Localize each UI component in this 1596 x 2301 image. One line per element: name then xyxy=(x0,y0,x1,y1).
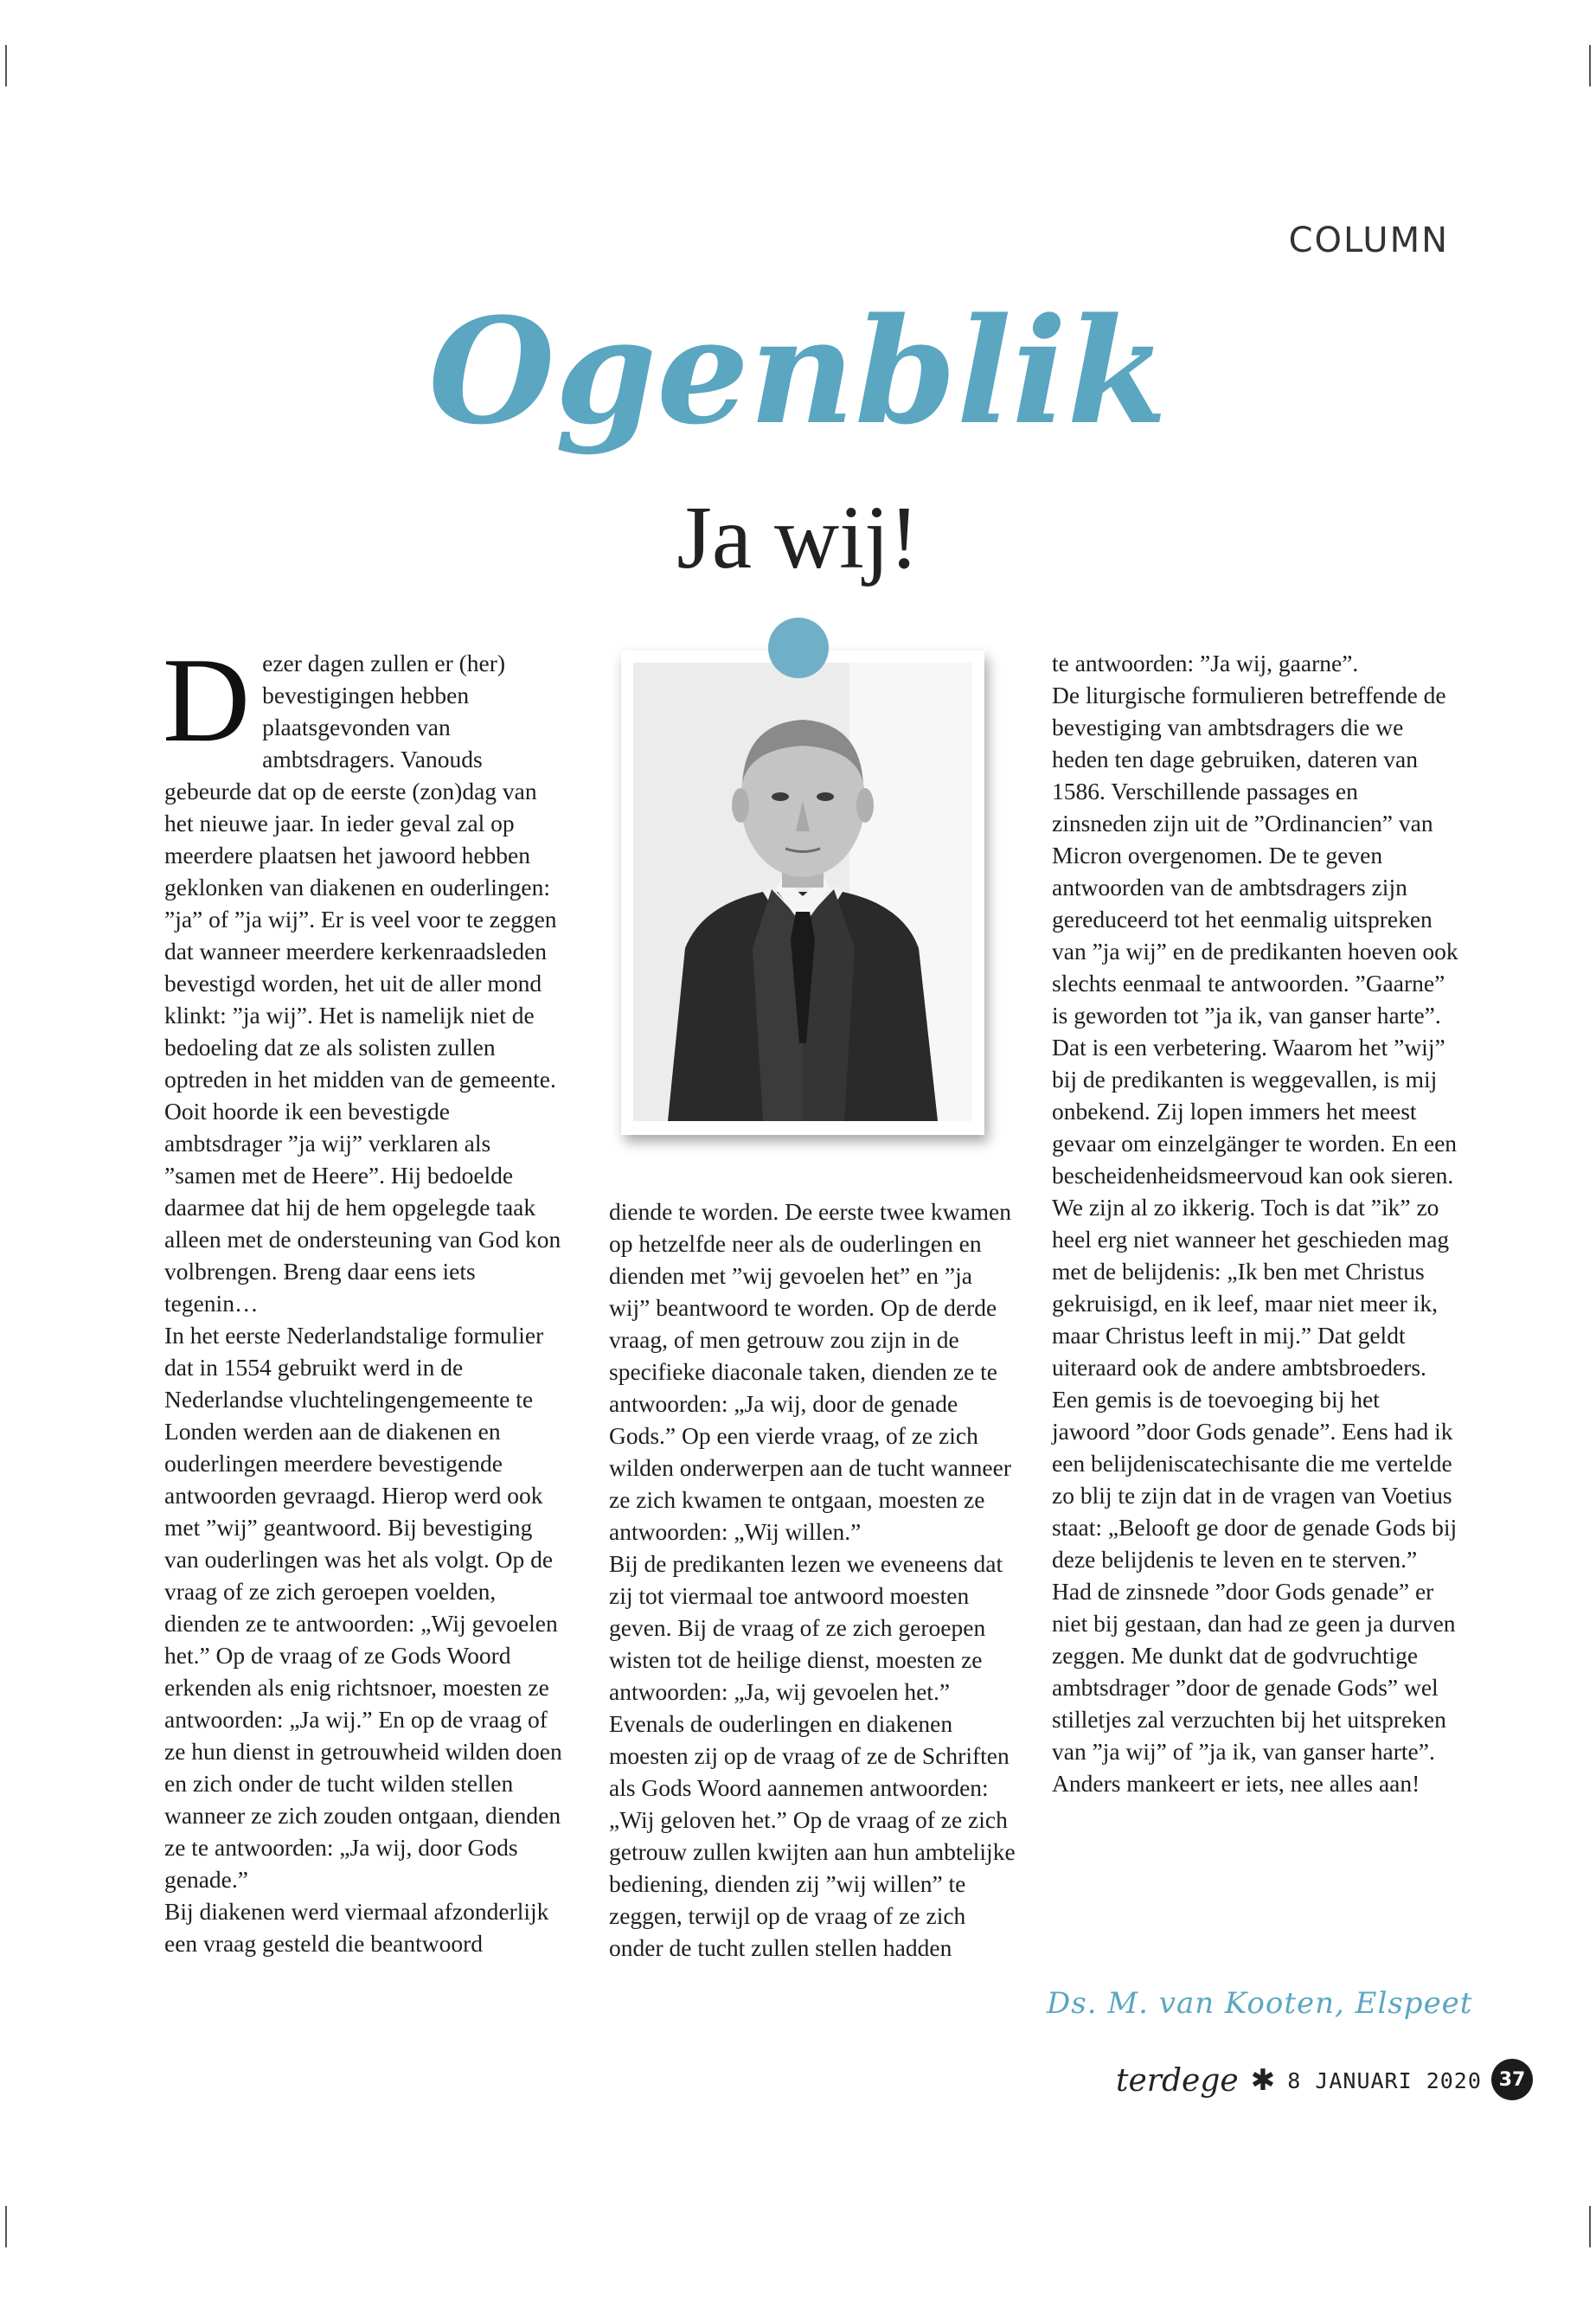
article-column-1 xyxy=(163,633,562,1959)
portrait-illustration xyxy=(633,663,972,1121)
pin-dot-icon xyxy=(768,618,829,678)
author-signature: Ds. M. van Kooten, Elspeet xyxy=(1047,1986,1473,2021)
paragraph: Dezer dagen zullen er (her) bevestigingen hebben plaatsgevonden van ambtsdragers. Vanouds gebeurde dat op de eerste (zon)dag van het nieuwe jaar. In ieder geval zal op meerdere plaatsen het jawoord hebben geklonken van diakenen en ouderlingen: ”ja” of ”ja wij”. Er is veel voor te zeggen dat wanneer meerdere kerkenraadsleden bevestigd worden, het uit de aller mond klinkt: ”ja wij”. Het is namelijk niet de bedoeling dat ze als solisten zullen optreden in het midden van de gemeente. xyxy=(163,633,557,1093)
drop-cap: D xyxy=(163,633,251,767)
paragraph: Bij diakenen werd viermaal afzonderlijk een vraag gesteld die beantwoord xyxy=(164,1898,549,1957)
asterisk-icon: ✱ xyxy=(1250,2063,1276,2098)
crop-mark-bottom-right xyxy=(1589,2206,1591,2247)
crop-mark-top-right xyxy=(1589,45,1591,87)
article-column-2 xyxy=(609,1195,1016,1964)
page-number: 37 xyxy=(1491,2059,1533,2100)
paragraph: Ooit hoorde ik een bevestigde ambtsdrager ”ja wij” verklaren als ”samen met de Heere”. Hij bedoelde daarmee dat hij de hem opgelegde taak alleen met de ondersteuning van God kon volbrengen. Breng daar eens iets tegenin… xyxy=(164,1098,561,1317)
paragraph: In het eerste Nederlandstalige formulier dat in 1554 gebruikt werd in de Nederlandse vluchtelingengemeente te Londen werden aan de diakenen en ouderlingen meerdere bevestigende antwoorden gevraagd. Hierop werd ook met ”wij” geantwoord. Bij bevestiging van ouderlingen was het als volgt. Op de vraag of ze zich geroepen voelden, dienden ze te antwoorden: „Wij gevoelen het.” Op de vraag of ze Gods Woord erkenden als enig richtsnoer, moesten ze antwoorden: „Ja wij.” En op de vraag of ze hun dienst in getrouwheid wilden doen en zich onder de tucht wilden stellen wanneer ze zich zouden ontgaan, dienden ze te antwoorden: „Ja wij, door Gods genade.” xyxy=(164,1322,562,1893)
magazine-name: terdege xyxy=(1116,2062,1239,2099)
crop-mark-top-left xyxy=(5,45,7,87)
paragraph: De liturgische formulieren betreffende de bevestiging van ambtsdragers die we heden ten dage gebruiken, dateren van 1586. Verschillende passages en zinsneden zijn uit de ”Ordinancien” van Micron overgenomen. De te geven antwoorden van de ambtsdragers zijn gereduceerd tot het eenmalig uitspreken van ”ja wij” en de predikanten hoeven ook slechts eenmaal te antwoorden. ”Gaarne” is geworden tot ”ja ik, van ganser harte”. Dat is een verbetering. Waarom het ”wij” bij de predikanten is weggevallen, is mij onbekend. Zij lopen immers het meest gevaar om einzelgänger te worden. En een bescheidenheidsmeervoud kan ook sieren. We zijn al zo ikkerig. Toch is dat ”ik” zo heel erg niet wanneer het geschieden mag met de belijdenis: „Ik ben met Christus gekruisigd, en ik leef, maar niet meer ik, maar Christus leeft in mij.” Dat geldt uiteraard ook de andere ambtsbroeders. Een gemis is de toevoeging bij het jawoord ”door Gods genade”. Eens had ik een belijdeniscatechisante die me vertelde zo blij te zijn dat in de vragen van Voetius staat: „Belooft ge door de genade Gods bij deze belijdenis te leven en te sterven.” Had de zinsnede ”door Gods genade” er niet bij gestaan, dan had ze geen ja durven zeggen. Me dunkt dat de godvruchtige ambtsdrager ”door de genade Gods” wel stilletjes zal verzuchten bij het uitspreken van ”ja wij” of ”ja ik, van ganser harte”. Anders mankeert er iets, nee alles aan! xyxy=(1052,682,1458,1797)
page-footer xyxy=(1116,2061,1482,2100)
section-label: COLUMN xyxy=(1288,221,1449,260)
paragraph: Bij de predikanten lezen we eveneens dat zij tot viermaal toe antwoord moesten geven. Bij de vraag of ze zich geroepen wisten tot de heilige dienst, moesten ze antwoorden: „Ja, wij gevoelen het.” Evenals de ouderlingen en diakenen moesten zij op de vraag of ze de Schriften als Gods Woord aannemen antwoorden: „Wij geloven het.” Op de vraag of ze zich getrouw zullen kwijten aan hun ambtelijke bediening, dienden zij ”wij willen” te zeggen, terwijl op de vraag of ze zich onder de tucht zullen stellen hadden xyxy=(609,1550,1016,1961)
author-photo-frame xyxy=(621,651,984,1135)
paragraph: diende te worden. De eerste twee kwamen op hetzelfde neer als de ouderlingen en dienden met ”wij gevoelen het” en ”ja wij” beantwoord te worden. Op de derde vraag, of men getrouw zou zijn in de specifieke diaconale taken, dienden ze te antwoorden: „Ja wij, door de genade Gods.” Op een vierde vraag, of ze zich wilden onderwerpen aan de tucht wanneer ze zich kwamen te ontgaan, moesten ze antwoorden: „Wij willen.” xyxy=(609,1198,1012,1545)
issue-date: 8 JANUARI 2020 xyxy=(1287,2067,1482,2093)
author-portrait xyxy=(633,663,972,1121)
article-column-3 xyxy=(1052,647,1458,1799)
article-subtitle: Ja wij! xyxy=(676,488,920,587)
crop-mark-bottom-left xyxy=(5,2206,7,2247)
article-title: Ogenblik xyxy=(428,285,1168,457)
paragraph: te antwoorden: ”Ja wij, gaarne”. xyxy=(1052,650,1359,676)
